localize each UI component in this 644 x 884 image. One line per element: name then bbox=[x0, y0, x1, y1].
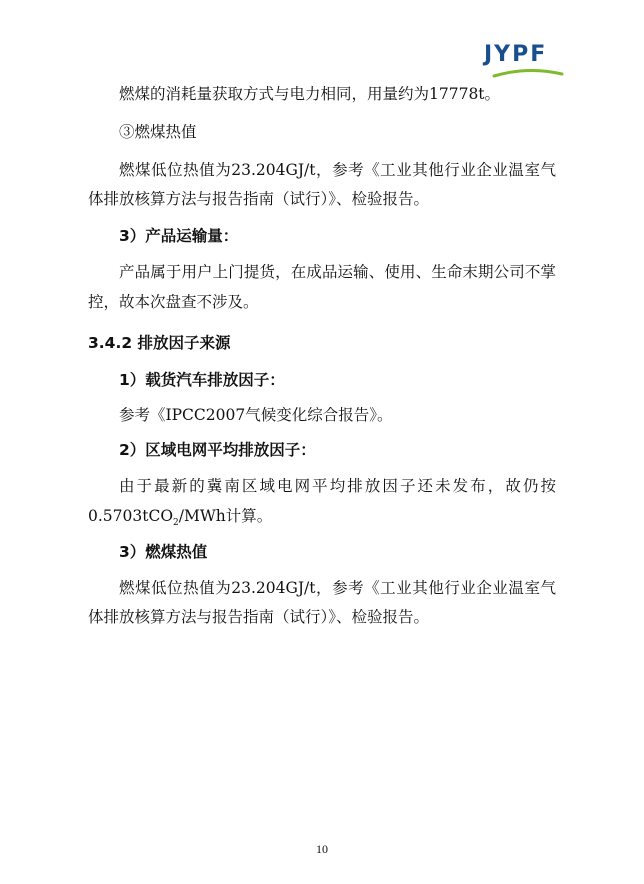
heading-coal-heat-value: 3）燃煤热值 bbox=[119, 543, 208, 561]
paragraph-heat-value2-line2: 体排放核算方法与报告指南（试行）》、检验报告。 bbox=[88, 608, 430, 626]
paragraph-transport-line1: 产品属于用户上门提货，在成品运输、使用、生命末期公司不掌 bbox=[119, 263, 556, 281]
page-number: 10 bbox=[316, 842, 328, 856]
co2-value: 0.5703tCO bbox=[88, 507, 174, 525]
paragraph-heat-value-line1: 燃煤低位热值为23.204GJ/t，参考《工业其他行业企业温室气 bbox=[119, 161, 556, 179]
subheading-coal-heat-value: ③燃煤热值 bbox=[119, 123, 197, 141]
paragraph-grid-line2 bbox=[88, 506, 556, 533]
section-heading-emission-factors: 3.4.2 排放因子来源 bbox=[88, 334, 231, 352]
co2-subscript: 2 bbox=[173, 518, 179, 529]
co2-unit: /MWh计算。 bbox=[178, 507, 273, 525]
paragraph-ipcc-reference: 参考《IPCC2007气候变化综合报告》。 bbox=[119, 406, 393, 424]
logo-text: JYPF bbox=[484, 42, 548, 67]
heading-truck-factor: 1）载货汽车排放因子： bbox=[119, 371, 285, 389]
paragraph-heat-value2-line1: 燃煤低位热值为23.204GJ/t，参考《工业其他行业企业温室气 bbox=[119, 579, 556, 597]
paragraph-heat-value-line2: 体排放核算方法与报告指南（试行）》、检验报告。 bbox=[88, 190, 430, 208]
heading-product-transport: 3）产品运输量： bbox=[119, 227, 239, 245]
paragraph-grid-line1: 由于最新的冀南区域电网平均排放因子还未发布，故仍按 bbox=[119, 477, 556, 495]
heading-grid-factor: 2）区域电网平均排放因子： bbox=[119, 441, 316, 459]
paragraph-transport-line2: 控，故本次盘查不涉及。 bbox=[88, 293, 259, 311]
paragraph-coal-consumption: 燃煤的消耗量获取方式与电力相同，用量约为17778t。 bbox=[119, 85, 501, 103]
